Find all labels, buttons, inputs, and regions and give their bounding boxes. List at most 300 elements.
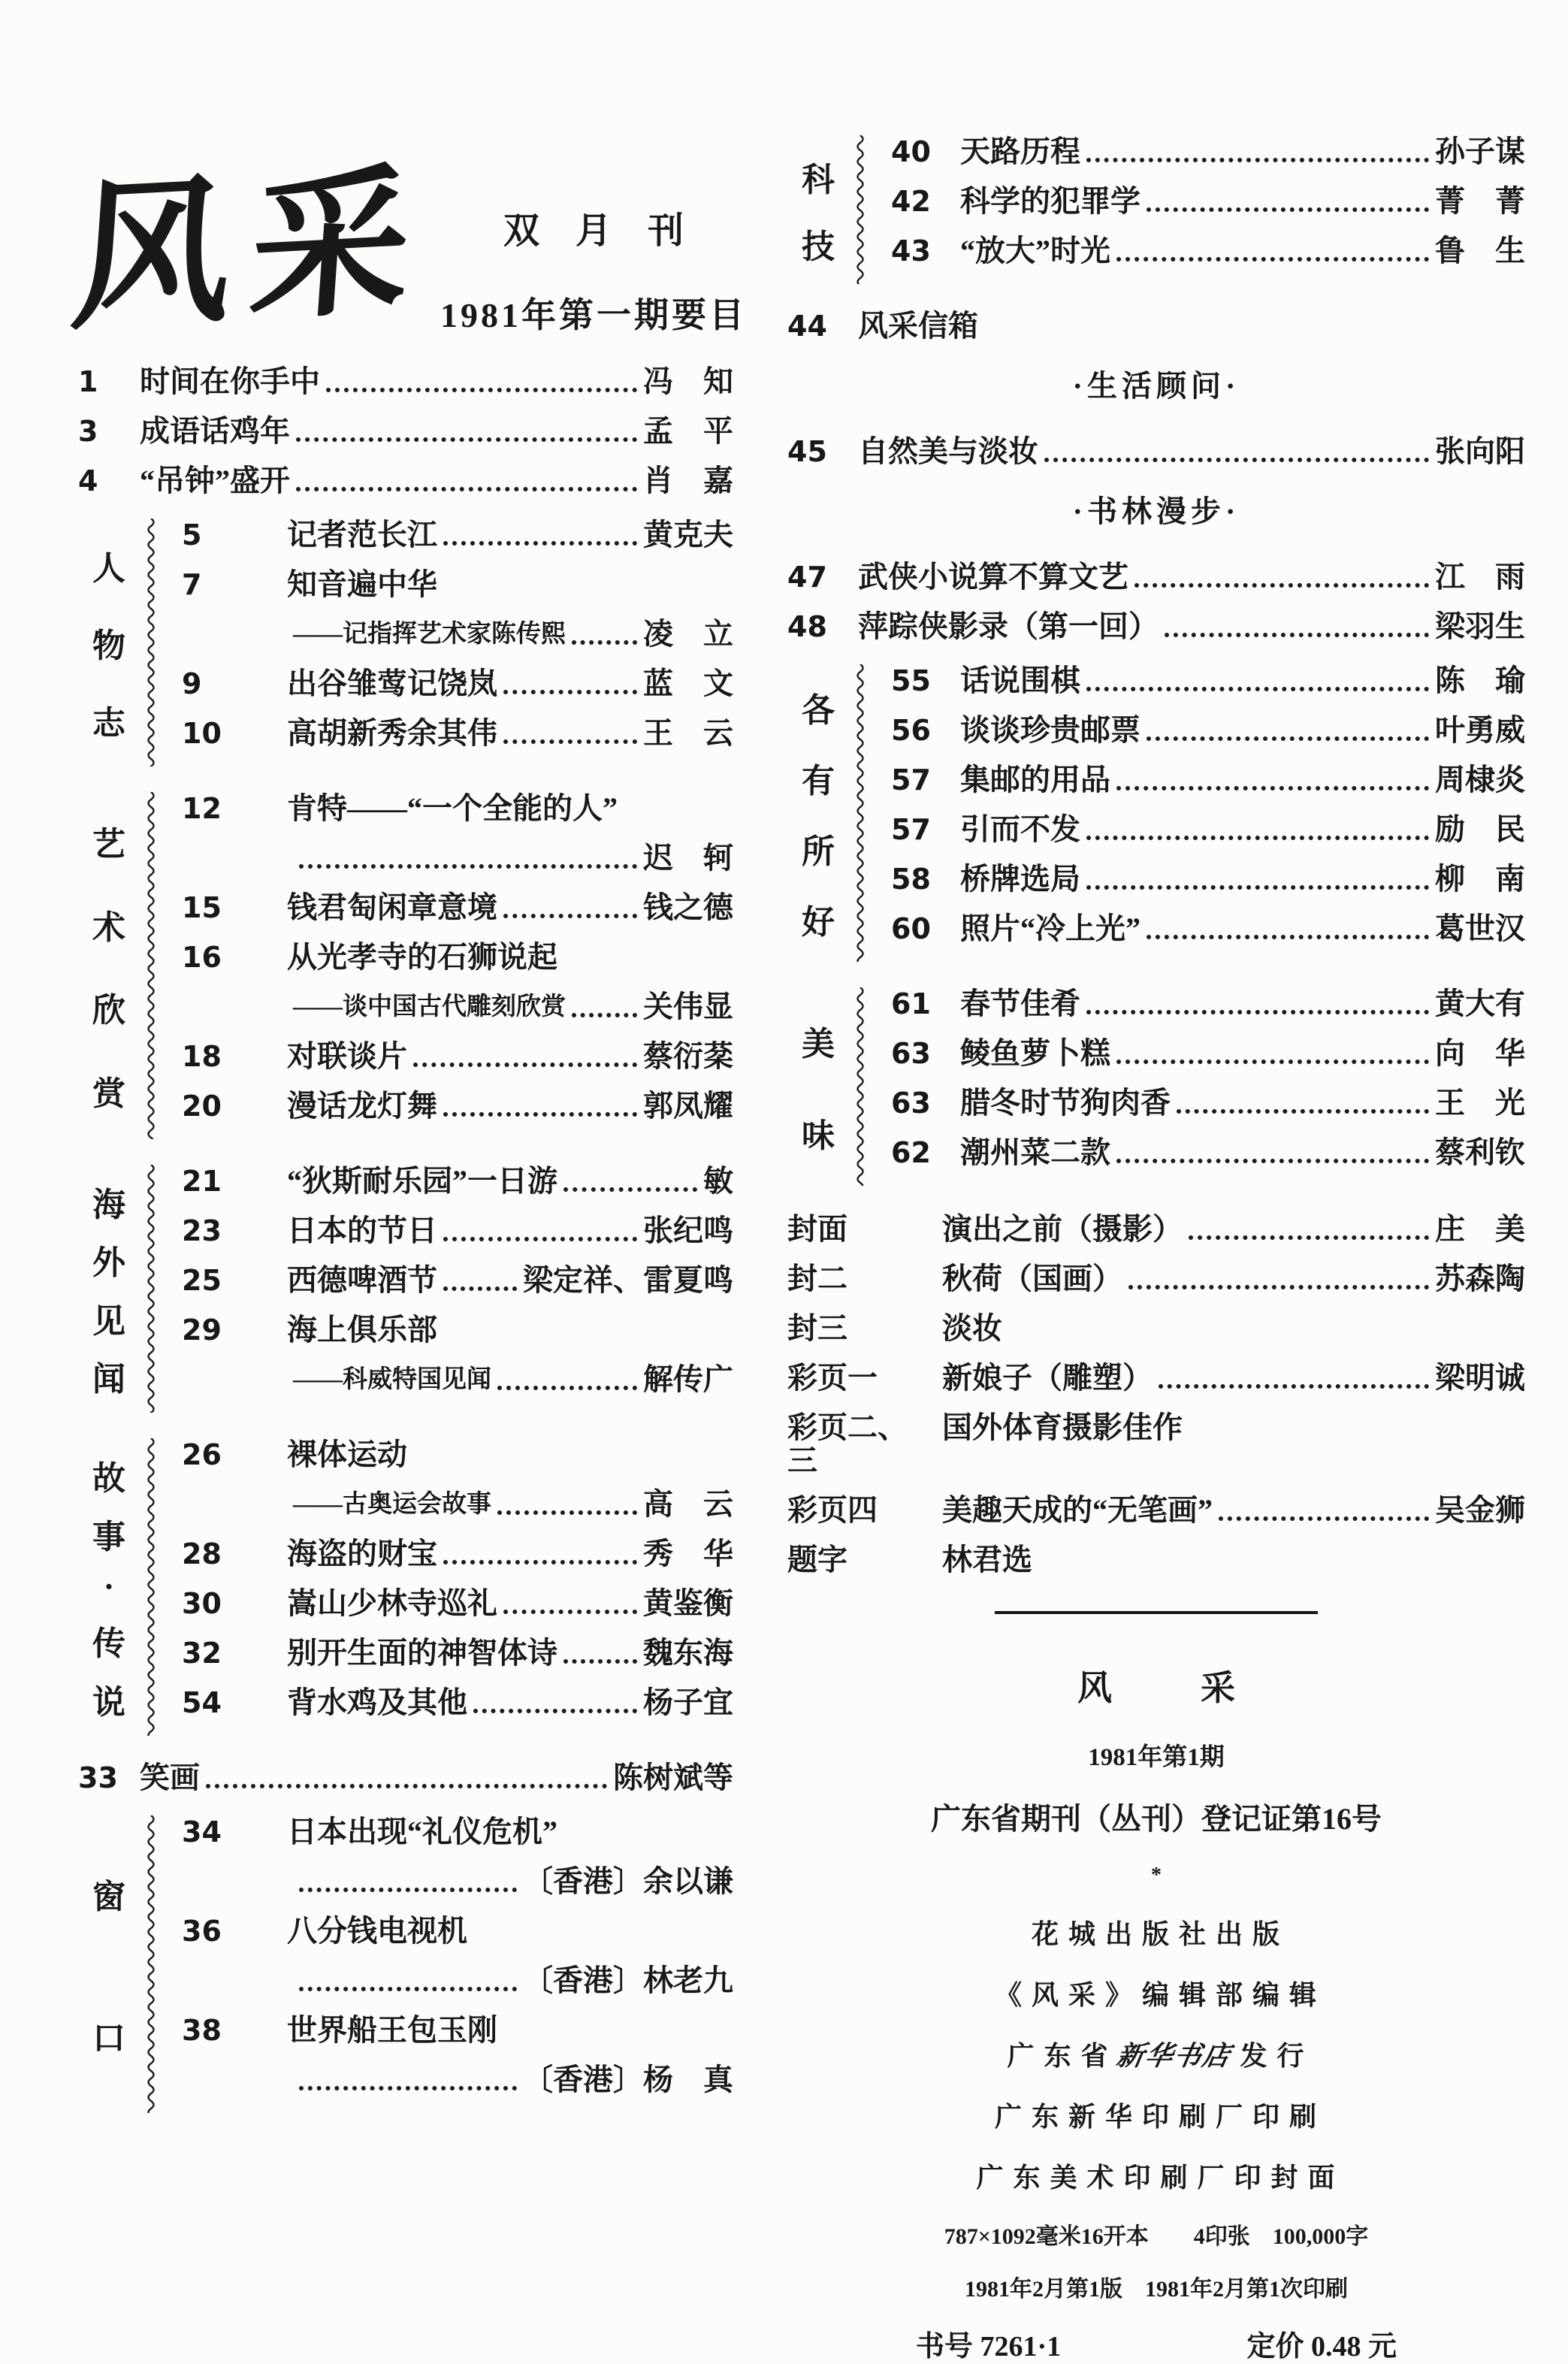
dotted-leader: [572, 618, 637, 645]
colophon-publisher: 花 城 出 版 社 出 版: [1031, 1919, 1281, 1949]
section-label-char: 窗: [92, 1879, 125, 1915]
toc-entry: [182, 990, 733, 1023]
page-number: 57: [891, 763, 931, 797]
section-entries: [872, 135, 1525, 284]
toc-entry: [787, 1213, 1525, 1246]
section-label-char: 口: [92, 2020, 125, 2057]
price: 定价 0.48 元: [1246, 2331, 1397, 2362]
section-entries: [162, 518, 733, 766]
entry-author: 庄 美: [1435, 1212, 1525, 1246]
toc-entry: [182, 1637, 733, 1670]
section-entries: [872, 664, 1525, 962]
entry-line: [287, 568, 733, 601]
section-label-char: 故: [92, 1459, 125, 1497]
dotted-leader: [1219, 1494, 1429, 1521]
section-bracket: [140, 1165, 162, 1413]
toc-section: [78, 1438, 733, 1736]
entry-author: 解传广: [643, 1362, 733, 1396]
toc-entry: [891, 763, 1525, 797]
section-label-char: 说: [92, 1684, 125, 1722]
toc-entry: [891, 135, 1525, 168]
entry-line: [942, 1262, 1525, 1295]
section-label: [78, 1438, 140, 1736]
entry-title: 风采信箱: [858, 309, 978, 343]
toc-entry: [182, 568, 733, 601]
right-column: [787, 114, 1525, 2364]
entry-line: [960, 664, 1525, 697]
entry-author: 梁定祥、雷夏鸣: [523, 1263, 733, 1297]
page-number: 23: [182, 1214, 222, 1247]
dotted-leader: [1116, 763, 1429, 791]
section-label: [78, 792, 140, 1139]
entry-title: 海盗的财宝: [287, 1537, 437, 1570]
entry-title: 武侠小说算不算文艺: [858, 560, 1128, 594]
toc-entry: [182, 1314, 733, 1347]
entry-title: 腊冬时节狗肉香: [960, 1086, 1171, 1120]
entry-title: 照片“冷上光”: [960, 911, 1141, 945]
entry-line: [858, 310, 1525, 343]
section-label: [787, 987, 849, 1186]
colophon-format: 787×1092毫米16开本 4印张 100,000字: [944, 2224, 1369, 2249]
section-label-char: 人: [92, 549, 125, 587]
squiggle-line-icon: [145, 1815, 157, 2113]
toc-section: [78, 792, 733, 1139]
dotted-leader: [1086, 135, 1429, 162]
masthead: [66, 153, 747, 359]
toc-section: [787, 987, 1525, 1186]
entry-line: [287, 1815, 733, 1849]
section-label: [78, 1165, 140, 1413]
squiggle-line-icon: [854, 664, 866, 962]
entry-title: 肯特——“一个全能的人”: [287, 791, 618, 825]
page-number: 21: [182, 1165, 222, 1198]
entry-author: 张纪鸣: [643, 1214, 733, 1247]
page-number: 29: [182, 1314, 222, 1347]
dotted-leader: [206, 1761, 607, 1788]
dotted-leader: [299, 1964, 517, 1991]
section-entries: [162, 1165, 733, 1413]
entry-title: 萍踪侠影录（第一回）: [858, 609, 1159, 643]
toc-section: [787, 664, 1525, 962]
entry-title: 国外体育摄影佳作: [942, 1410, 1183, 1444]
toc-entry: [787, 1312, 1525, 1345]
edition-label: 双 月 刊: [503, 211, 684, 251]
entry-group: [787, 1213, 1525, 1577]
dotted-leader: [1128, 1262, 1429, 1289]
dotted-leader: [572, 990, 637, 1017]
toc-entry: [182, 1686, 733, 1719]
entry-author: 陈树斌等: [613, 1761, 733, 1794]
toc-entry: [182, 1090, 733, 1123]
magazine-logo: 风采: [66, 153, 437, 349]
section-label-char: 科: [802, 161, 835, 198]
toc-entry: [182, 1165, 733, 1198]
dotted-leader: [443, 1214, 637, 1241]
left-toc-blocks: [78, 365, 733, 2113]
entry-line: [960, 1136, 1525, 1169]
page-number: 43: [891, 234, 931, 268]
toc-entry: [182, 667, 733, 700]
toc-section: [787, 135, 1525, 284]
toc-entry: [182, 618, 733, 651]
entry-title: 新娘子（雕塑）: [942, 1361, 1153, 1395]
entry-title: 春节佳肴: [960, 987, 1080, 1020]
section-entries: [162, 1438, 733, 1736]
toc-entry: [78, 415, 733, 448]
colophon-issue: 1981年第1期: [1088, 1744, 1225, 1771]
toc-entry: [182, 1537, 733, 1570]
toc-entry: [182, 1964, 733, 1997]
dotted-leader: [1116, 1136, 1429, 1163]
section-label-char: 赏: [92, 1075, 125, 1112]
entry-author: 蔡衍棻: [643, 1039, 733, 1073]
entry-title: 漫话龙灯舞: [287, 1089, 437, 1123]
entry-title: 钱君匋闲章意境: [287, 890, 497, 924]
section-bracket: [849, 135, 872, 284]
entry-title: 出谷雏莺记饶岚: [287, 667, 497, 700]
section-bracket: [140, 792, 162, 1139]
entry-line: [960, 763, 1525, 797]
dotted-leader: [497, 1488, 637, 1515]
dotted-leader: [473, 1686, 637, 1713]
section-label-char: 美: [802, 1026, 835, 1063]
entry-line: [287, 1587, 733, 1620]
page-number: 34: [182, 1815, 222, 1849]
page-number: 56: [891, 714, 931, 747]
page-number: 20: [182, 1090, 222, 1123]
entry-line: [960, 1087, 1525, 1120]
entry-author: 迟 轲: [643, 841, 733, 875]
section-label: [787, 664, 849, 962]
entry-line: [287, 1040, 733, 1073]
entry-title: 知音遍中华: [287, 567, 437, 601]
entry-author: 励 民: [1435, 812, 1525, 846]
toc-entry: [787, 435, 1525, 468]
toc-entry: [787, 561, 1525, 594]
entry-subtitle: ——谈中国古代雕刻欣赏: [293, 993, 566, 1020]
toc-entry: [182, 717, 733, 750]
page-number: 9: [182, 667, 202, 700]
entry-author: 〔香港〕林老九: [523, 1963, 733, 1997]
colophon-distributor: [787, 2035, 1525, 2073]
entry-title: “放大”时光: [960, 234, 1110, 268]
dotted-leader: [497, 1363, 637, 1390]
entry-author: 钱之德: [643, 890, 733, 924]
entry-author: 魏东海: [643, 1636, 733, 1670]
toc-entry: [182, 518, 733, 552]
entry-author: 黄鉴衡: [643, 1586, 733, 1620]
entry-author: 菁 菁: [1435, 184, 1525, 218]
colophon-printer: 广 东 新 华 印 刷 厂 印 刷: [994, 2102, 1318, 2132]
entry-title: 秋荷（国画）: [942, 1262, 1122, 1295]
entry-author: 黄克夫: [643, 518, 733, 552]
entry-author: 〔香港〕余以谦: [523, 1864, 733, 1898]
toc-entry: [891, 1037, 1525, 1070]
dotted-leader: [326, 365, 637, 392]
toc-entry: [891, 987, 1525, 1020]
entry-title: 淡妆: [942, 1311, 1002, 1345]
entry-author: 王 光: [1435, 1086, 1525, 1120]
squiggle-line-icon: [145, 1438, 157, 1736]
colophon-title: 风 采: [1077, 1669, 1262, 1707]
section-label-char: 味: [802, 1117, 835, 1154]
dotted-leader: [1147, 185, 1429, 212]
left-column: [66, 153, 747, 2139]
entry-author: 关伟显: [643, 990, 733, 1023]
toc-entry: [182, 1865, 733, 1898]
entry-line: [858, 610, 1525, 643]
toc-entry: [182, 1264, 733, 1297]
entry-line: [942, 1543, 1525, 1577]
entry-author: 吴金狮: [1435, 1493, 1525, 1527]
section-label: [78, 1815, 140, 2113]
toc-entry: [78, 1761, 733, 1794]
page-number: 32: [182, 1637, 222, 1670]
entry-line: [942, 1411, 1525, 1444]
dotted-leader: [563, 1165, 697, 1192]
distributor-script-logotype: 新华书店: [1114, 2041, 1234, 2071]
dotted-leader: [1134, 561, 1429, 588]
distributor-prefix: 广 东 省: [1007, 2041, 1118, 2071]
dotted-leader: [443, 1264, 517, 1291]
page-number: 40: [891, 135, 931, 168]
section-label-char: 海: [92, 1186, 125, 1223]
entry-author: 周棣炎: [1435, 763, 1525, 797]
entry-line: [287, 667, 733, 700]
section-bracket: [849, 987, 872, 1186]
entry-line: [287, 2014, 733, 2047]
page-number: 题字: [787, 1543, 847, 1577]
entry-line: [287, 941, 733, 974]
entry-title: 八分钱电视机: [287, 1914, 467, 1948]
entry-author: 梁羽生: [1435, 609, 1525, 643]
page-number: 45: [787, 435, 827, 468]
dotted-leader: [1086, 987, 1429, 1014]
dotted-leader: [503, 717, 637, 744]
colophon: [787, 1611, 1525, 2364]
page-number: 5: [182, 518, 202, 552]
dotted-leader: [503, 667, 637, 694]
entry-title: 潮州菜二款: [960, 1135, 1110, 1169]
entry-line: [182, 990, 733, 1023]
entry-line: [182, 618, 733, 651]
section-label-char: 好: [802, 904, 835, 941]
dotted-leader: [443, 1090, 637, 1117]
dotted-leader: [1189, 1213, 1429, 1240]
dotted-leader: [1116, 234, 1429, 261]
dotted-leader: [1147, 714, 1429, 741]
column-heading: ·生活顾问·: [1072, 369, 1240, 403]
page-number: 12: [182, 792, 222, 825]
page-number: 28: [182, 1537, 222, 1570]
entry-author: 叶勇威: [1435, 713, 1525, 747]
entry-line: [287, 717, 733, 750]
section-label-char: 艺: [92, 826, 125, 863]
entry-title: 日本的节日: [287, 1214, 437, 1247]
entry-line: [858, 435, 1525, 468]
dotted-leader: [503, 1587, 637, 1614]
section-label-char: 志: [92, 705, 125, 742]
entry-author: 陈 瑜: [1435, 664, 1525, 697]
entry-author: 葛世汉: [1435, 911, 1525, 945]
entry-subtitle: ——记指挥艺术家陈传熙: [293, 621, 566, 648]
toc-entry: [787, 1362, 1525, 1395]
entry-line: [182, 1488, 733, 1521]
section-label-char: 见: [92, 1302, 125, 1340]
entry-title: “吊钟”盛开: [140, 464, 290, 497]
entry-title: 嵩山少林寺巡礼: [287, 1586, 497, 1620]
entry-title: 成语话鸡年: [140, 414, 290, 448]
dotted-leader: [1086, 813, 1429, 840]
issue-heading: 1981年第一期要目: [440, 296, 747, 334]
entry-line: [858, 561, 1525, 594]
toc-entry: [182, 2063, 733, 2096]
toc-entry: [787, 1262, 1525, 1295]
entry-title: 集邮的用品: [960, 763, 1110, 797]
page-number: 3: [78, 415, 98, 448]
section-bracket: [849, 664, 872, 962]
entry-subtitle: ——古奥运会故事: [293, 1491, 491, 1518]
entry-author: 苏森陶: [1435, 1262, 1525, 1295]
entry-line: [287, 1637, 733, 1670]
toc-entry: [182, 1587, 733, 1620]
entry-title: 话说围棋: [960, 664, 1080, 697]
entry-author: 敏: [703, 1164, 733, 1198]
entry-line: [182, 2063, 733, 2096]
section-label-char: 传: [92, 1625, 125, 1663]
entry-line: [960, 135, 1525, 168]
entry-title: “狄斯耐乐园”一日游: [287, 1164, 557, 1198]
entry-group: [78, 365, 733, 497]
dotted-leader: [443, 1537, 637, 1564]
toc-section: [78, 1815, 733, 2113]
entry-title: 裸体运动: [287, 1437, 407, 1471]
entry-line: [960, 185, 1525, 218]
entry-title: 海上俱乐部: [287, 1313, 437, 1347]
entry-line: [960, 714, 1525, 747]
page-number: 15: [182, 891, 222, 924]
entry-line: [960, 987, 1525, 1020]
toc-entry: [787, 1543, 1525, 1577]
masthead-right: [440, 201, 747, 337]
toc-entry: [891, 1087, 1525, 1120]
entry-group: [787, 435, 1525, 468]
toc-entry: [787, 610, 1525, 643]
entry-line: [287, 1915, 733, 1948]
page-number: 61: [891, 987, 931, 1020]
entry-group: [787, 561, 1525, 643]
page-number: 30: [182, 1587, 222, 1620]
section-entries: [162, 1815, 733, 2113]
entry-author: 王 云: [643, 716, 733, 750]
toc-entry: [78, 365, 733, 398]
toc-entry: [182, 1040, 733, 1073]
entry-line: [140, 1761, 733, 1794]
page-number: 42: [891, 185, 931, 218]
divider-rule: [995, 1611, 1318, 1614]
entry-author: 秀 华: [643, 1537, 733, 1570]
toc-entry: [787, 310, 1525, 343]
page-number: 47: [787, 561, 827, 594]
toc-entry: [182, 792, 733, 825]
entry-author: 黄大有: [1435, 987, 1525, 1020]
toc-entry: [182, 1915, 733, 1948]
entry-line: [287, 891, 733, 924]
page-number: 54: [182, 1686, 222, 1719]
section-label-char: 欣: [92, 992, 125, 1029]
entry-author: 梁明诚: [1435, 1361, 1525, 1395]
entry-line: [960, 813, 1525, 846]
dotted-leader: [443, 518, 637, 546]
page-number: 48: [787, 610, 827, 643]
dotted-leader: [299, 2063, 517, 2090]
toc-entry: [891, 664, 1525, 697]
page-number: 彩页二、三: [787, 1410, 908, 1477]
section-entries: [162, 792, 733, 1139]
entry-line: [942, 1312, 1525, 1345]
entry-line: [960, 863, 1525, 896]
toc-entry: [891, 1136, 1525, 1169]
page-number: 60: [891, 912, 931, 945]
entry-title: 时间在你手中: [140, 364, 320, 398]
entry-author: 张向阳: [1435, 434, 1525, 468]
entry-line: [287, 1314, 733, 1347]
entry-subtitle: ——科威特国见闻: [293, 1366, 491, 1393]
page-number: 1: [78, 365, 98, 398]
toc-entry: [182, 1488, 733, 1521]
page-number: 26: [182, 1438, 222, 1471]
entry-title: 美趣天成的“无笔画”: [942, 1493, 1213, 1527]
colophon-license: 广东省期刊（丛刊）登记证第16号: [931, 1802, 1382, 1836]
page-number: 57: [891, 813, 931, 846]
entry-author: 向 华: [1435, 1036, 1525, 1070]
entry-line: [287, 1090, 733, 1123]
squiggle-line-icon: [145, 792, 157, 1139]
toc-entry: [182, 842, 733, 875]
colophon-cover-printer: 广 东 美 术 印 刷 厂 印 封 面: [976, 2163, 1337, 2193]
entry-line: [942, 1494, 1525, 1527]
toc-entry: [891, 185, 1525, 218]
squiggle-line-icon: [145, 518, 157, 766]
dotted-leader: [1165, 610, 1429, 637]
entry-line: [960, 912, 1525, 945]
entry-author: 鲁 生: [1435, 234, 1525, 268]
entry-author: 高 云: [643, 1487, 733, 1521]
entry-line: [287, 1686, 733, 1719]
entry-group: [787, 310, 1525, 343]
dotted-leader: [296, 464, 637, 491]
page-number: 封面: [787, 1212, 847, 1246]
entry-line: [942, 1213, 1525, 1246]
page-number: 33: [78, 1761, 118, 1794]
dotted-leader: [299, 842, 637, 869]
page-number: 55: [891, 664, 931, 697]
toc-entry: [182, 1815, 733, 1849]
column-heading: ·书林漫步·: [1072, 494, 1240, 528]
section-bracket: [140, 518, 162, 766]
dotted-leader: [1044, 435, 1429, 462]
entry-line: [182, 1865, 733, 1898]
entry-author: 江 雨: [1435, 560, 1525, 594]
entry-author: 蓝 文: [643, 667, 733, 700]
colophon-edition: 1981年2月第1版 1981年2月第1次印刷: [965, 2277, 1348, 2302]
section-label-char: 闻: [92, 1361, 125, 1398]
page-number: 16: [182, 941, 222, 974]
page-number: 44: [787, 310, 827, 343]
entry-author: 〔香港〕杨 真: [523, 2063, 733, 2096]
page-number: 彩页一: [787, 1361, 878, 1395]
toc-entry: [891, 912, 1525, 945]
